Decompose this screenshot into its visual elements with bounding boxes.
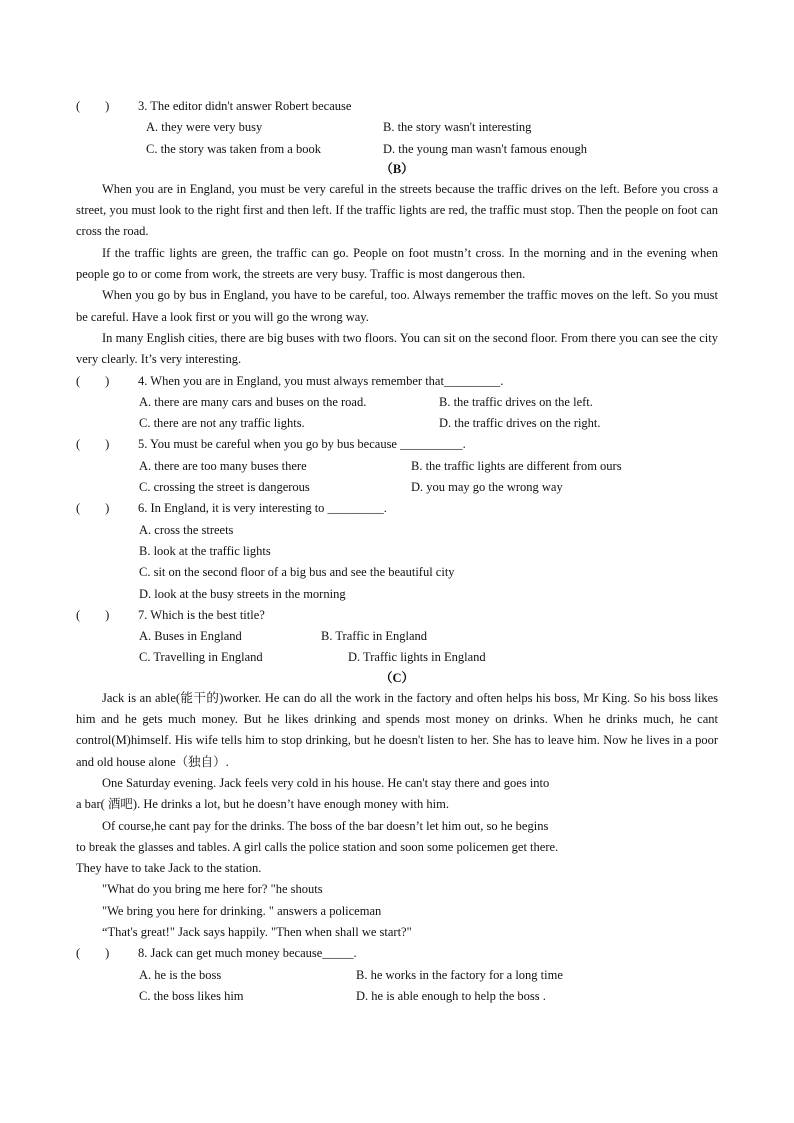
option-a: A. he is the boss [139,967,222,982]
option-a: A. they were very busy [146,120,263,135]
option-a: A. cross the streets [139,522,234,537]
option-c: C. sit on the second floor of a big bus and see the beautiful city [139,565,455,580]
option-b: B. Traffic in England [321,629,428,644]
q7-options-row-1 [76,626,718,647]
answer-blank[interactable]: ( ) [76,99,110,113]
question-4 [76,371,718,392]
question-stem: 8. Jack can get much money because_____. [138,946,357,961]
option-a: A. there are too many buses there [139,458,307,473]
option-d: D. the traffic drives on the right. [439,416,601,431]
section-b-title: （B） [380,161,414,176]
q8-options-row-2 [76,986,718,1007]
passage-b [76,179,718,371]
question-6 [76,498,718,519]
answer-blank[interactable]: ( ) [76,607,110,622]
q3-options-row-2 [76,139,718,160]
answer-blank[interactable]: ( ) [76,373,110,388]
option-c: C. the boss likes him [139,988,244,1003]
option-b: B. he works in the factory for a long time [356,967,563,982]
question-stem: 6. In England, it is very interesting to _________. [138,501,387,516]
dialogue-line-1: "What do you bring me here for? "he shouts [102,882,323,897]
option-b: B. the story wasn't interesting [383,120,532,135]
option-d: D. he is able enough to help the boss . [356,988,546,1003]
q8-options-row-1 [76,965,718,986]
option-d: D. you may go the wrong way [411,480,563,495]
question-stem: 7. Which is the best title? [138,607,265,622]
question-stem: 4. When you are in England, you must always remember that_________. [138,373,504,388]
question-3 [76,96,718,117]
q5-options-row-1 [76,456,718,477]
option-b: B. look at the traffic lights [139,543,271,558]
question-stem: 5. You must be careful when you go by bus because __________. [138,437,466,452]
option-c: C. the story was taken from a book [146,141,321,156]
q7-options-row-2 [76,647,718,668]
passage-b-paragraph-4: In many English cities, there are big buses with two floors. You can sit on the second floor. From there you can see the city very clearly. It’s very interesting. [76,330,718,367]
q6-option-a [76,520,718,541]
dialogue-line-2: "We bring you here for drinking. " answers a policeman [102,903,382,918]
passage-c-paragraph-2-line-2: a bar( 酒吧). He drinks a lot, but he doesn’t have enough money with him. [76,797,449,812]
passage-c-paragraph-1: Jack is an able(能干的)worker. He can do all the work in the factory and often helps his boss, Mr King. So his boss likes him and he gets much money. But he likes drinking and spends most money on drinks. When he drinks much, he cant control(M)himself. His wife tells him to stop drinking, but he doesn't listen to her. She has to leave him. Now he lives in a poor and old house alone（独自）. [76,690,718,769]
option-d: D. look at the busy streets in the morning [139,586,346,601]
option-a: A. Buses in England [139,629,242,644]
answer-blank[interactable]: ( ) [76,946,110,961]
dialogue-line-3: “That's great!" Jack says happily. "Then when shall we start?" [102,924,412,939]
passage-b-paragraph-2: If the traffic lights are green, the traffic can go. People on foot mustn’t cross. In the morning and in the evening when people go to or come from work, the streets are very busy. Traffic is most dangerous then. [76,245,718,282]
passage-c-paragraph-3-line-1: Of course,he cant pay for the drinks. The boss of the bar doesn’t let him out, so he begins [102,818,549,833]
passage-c-paragraph-3-line-3: They have to take Jack to the station. [76,861,262,876]
passage-b-paragraph-1: When you are in England, you must be very careful in the streets because the traffic drives on the left. Before you cross a street, you must look to the right first and then left. If the traffic lights are red, the traffic must stop. Then the people on foot can cross the road. [76,181,718,239]
section-c-title: （C） [379,670,415,685]
q5-options-row-2 [76,477,718,498]
answer-blank[interactable]: ( ) [76,501,110,516]
passage-c-paragraph-2-line-1: One Saturday evening. Jack feels very cold in his house. He can't stay there and goes into [102,775,550,790]
option-d: D. the young man wasn't famous enough [383,141,587,156]
option-c: C. there are not any traffic lights. [139,416,305,431]
question-stem: 3. The editor didn't answer Robert because [138,99,352,113]
q3-options-row-1 [76,117,718,138]
question-7 [76,605,718,626]
q6-option-d [76,584,718,605]
option-b: B. the traffic lights are different from ours [411,458,622,473]
passage-b-paragraph-3: When you go by bus in England, you have to be careful, too. Always remember the traffic moves on the left. So you must be careful. Have a look first or you will go the wrong way. [76,288,718,324]
question-8 [76,943,718,964]
option-c: C. crossing the street is dangerous [139,480,310,495]
option-d: D. Traffic lights in England [348,650,486,665]
option-b: B. the traffic drives on the left. [439,394,593,409]
q4-options-row-2 [76,413,718,434]
worksheet-page [76,96,718,1007]
passage-c-paragraph-3-line-2: to break the glasses and tables. A girl calls the police station and soon some policemen get there. [76,839,559,854]
option-a: A. there are many cars and buses on the road. [139,394,367,409]
question-5 [76,434,718,455]
option-c: C. Travelling in England [139,650,263,665]
answer-blank[interactable]: ( ) [76,437,110,452]
q6-option-b [76,541,718,562]
passage-c [76,688,718,773]
q4-options-row-1 [76,392,718,413]
q6-option-c [76,562,718,583]
